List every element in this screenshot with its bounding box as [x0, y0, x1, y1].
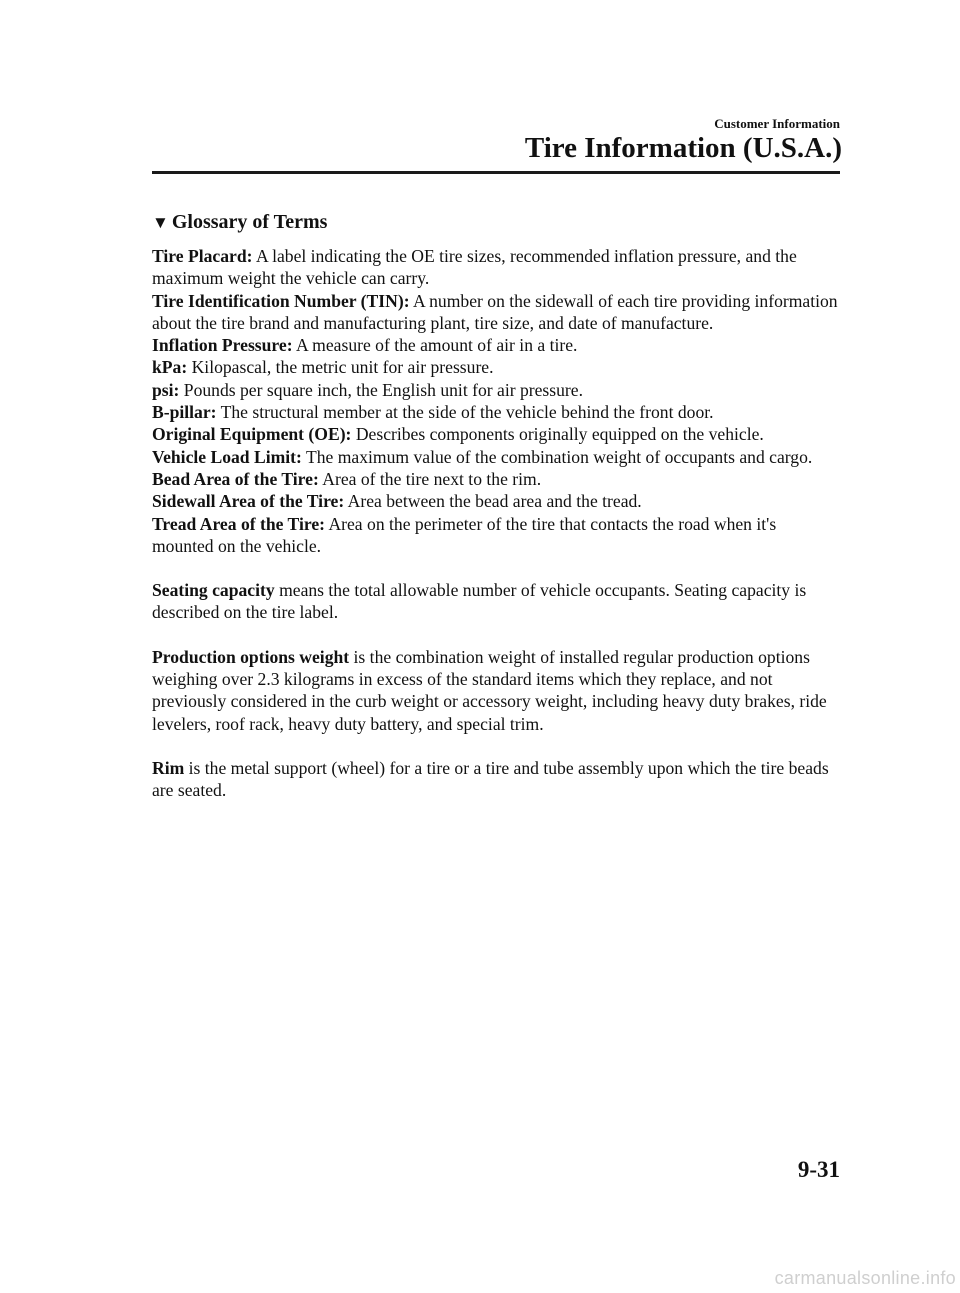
- section-heading: [152, 211, 327, 234]
- glossary-term: Tire Identification Number (TIN):: [152, 290, 410, 311]
- glossary-entry: [152, 490, 842, 512]
- glossary-term: Vehicle Load Limit:: [152, 446, 302, 467]
- glossary-term: Tire Placard:: [152, 246, 253, 266]
- glossary-definition: The maximum value of the combination weight of occupants and cargo.: [305, 446, 813, 467]
- definition-paragraph: [152, 579, 842, 624]
- glossary-entry: [152, 513, 842, 558]
- glossary-definition: A label indicating the OE tire sizes, recommended inflation pressure, and the maximum weight the vehicle can carry.: [152, 246, 797, 289]
- glossary-list: [152, 245, 842, 557]
- glossary-term: Bead Area of the Tire:: [152, 468, 319, 489]
- header-section-label: Customer Information: [714, 116, 840, 131]
- definition-paragraph: [152, 646, 842, 735]
- glossary-term: B-pillar:: [152, 402, 217, 423]
- glossary-entry: [152, 356, 842, 378]
- glossary-definition: The structural member at the side of the vehicle behind the front door.: [220, 402, 714, 423]
- defined-term: Production options weight: [152, 646, 350, 667]
- glossary-term: psi:: [152, 379, 180, 400]
- definition-text: is the metal support (wheel) for a tire or a tire and tube assembly upon which the tire beads are seated.: [152, 757, 829, 801]
- definition-text: means the total allowable number of vehicle occupants. Seating capacity is described on the tire label.: [152, 580, 807, 623]
- section-heading-text: Glossary of Terms: [171, 211, 328, 233]
- defined-term: Seating capacity: [152, 580, 275, 601]
- glossary-definition: Area of the tire next to the rim.: [322, 468, 542, 489]
- defined-term: Rim: [152, 757, 185, 778]
- glossary-entry: [152, 290, 842, 335]
- glossary-term: Inflation Pressure:: [152, 335, 293, 356]
- watermark: carmanualsonline.info: [774, 1268, 956, 1288]
- glossary-term: Sidewall Area of the Tire:: [152, 491, 345, 512]
- glossary-entry: [152, 446, 842, 468]
- glossary-entry: [152, 379, 842, 401]
- glossary-entry: [152, 245, 842, 290]
- glossary-definition: Area on the perimeter of the tire that contacts the road when it's mounted on the vehicle.: [152, 513, 777, 556]
- triangle-down-icon: ▼: [152, 213, 169, 232]
- glossary-definition: Kilopascal, the metric unit for air pressure.: [191, 357, 494, 378]
- main-content: [152, 245, 842, 802]
- glossary-definition: Pounds per square inch, the English unit for air pressure.: [183, 379, 583, 400]
- glossary-entry: [152, 401, 842, 423]
- glossary-entry: [152, 334, 842, 356]
- glossary-term: kPa:: [152, 357, 188, 378]
- glossary-entry: [152, 468, 842, 490]
- header-divider: [152, 171, 840, 174]
- glossary-definition: A number on the sidewall of each tire providing information about the tire brand and manufacturing plant, tire size, and date of manufacture.: [152, 290, 838, 333]
- glossary-entry: [152, 423, 842, 445]
- glossary-definition: Area between the bead area and the tread.: [347, 491, 642, 512]
- glossary-definition: Describes components originally equipped on the vehicle.: [355, 424, 764, 445]
- page-number: 9-31: [797, 1157, 840, 1182]
- glossary-term: Tread Area of the Tire:: [152, 513, 325, 534]
- page-title: Tire Information (U.S.A.): [524, 132, 842, 164]
- definition-paragraph: [152, 757, 842, 802]
- definition-text: is the combination weight of installed regular production options weighing over 2.3 kilograms in excess of the standard items which they replace, and not previously considered in the curb weight or accessory weight, including heavy duty brakes, ride levelers, roof rack, heavy duty battery, and special trim.: [152, 646, 827, 734]
- glossary-definition: A measure of the amount of air in a tire.: [296, 335, 578, 356]
- glossary-term: Original Equipment (OE):: [152, 424, 352, 445]
